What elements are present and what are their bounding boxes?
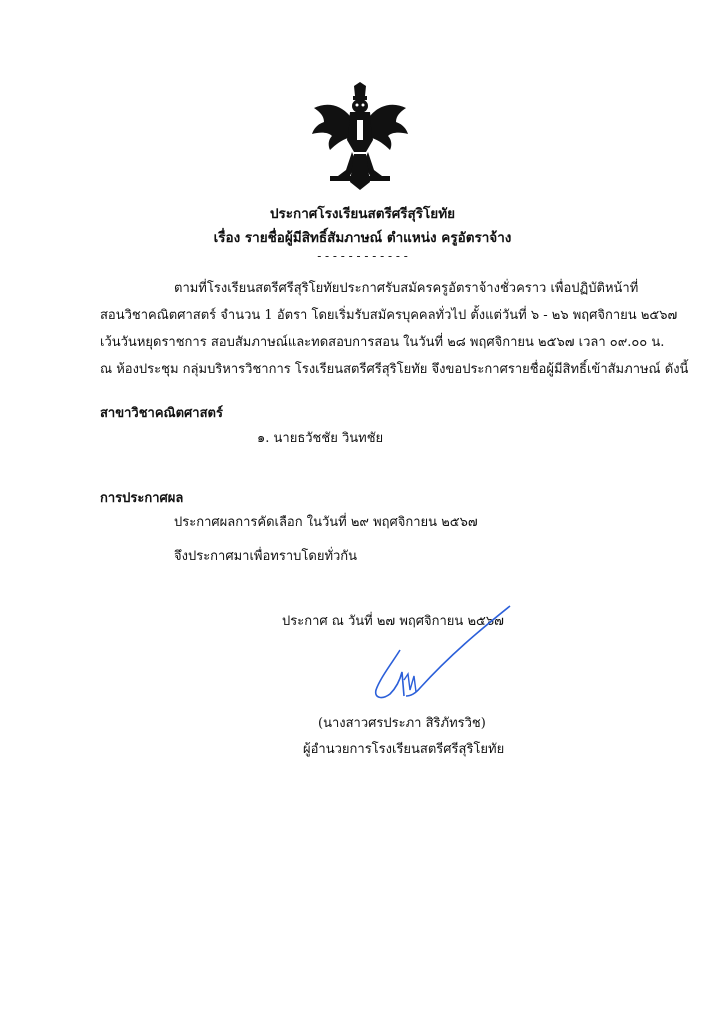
body-line-3: เว้นวันหยุดราชการ สอบสัมภาษณ์และทดสอบการสอน ในวันที่ ๒๘ พฤศจิกายน ๒๕๖๗ เวลา ๐๙.๐๐ น. [100, 335, 665, 350]
body-line-4: ณ ห้องประชุม กลุ่มบริหารวิชาการ โรงเรียนสตรีศรีสุริโยทัย จึงขอประกาศรายชื่อผู้มีสิทธิ์เข้าสัมภาษณ์ ดังนี้ [100, 362, 689, 377]
body-line-2: สอนวิชาคณิตศาสตร์ จำนวน 1 อัตรา โดยเริ่มรับสมัครบุคคลทั่วไป ตั้งแต่วันที่ ๖ - ๒๖ พฤศจิกายน ๒๕๖๗ [100, 308, 678, 323]
announcement-subject: เรื่อง รายชื่อผู้มีสิทธิ์สัมภาษณ์ ตำแหน่ง ครูอัตราจ้าง [213, 230, 512, 246]
candidate-name: ๑. นายธวัชชัย วินทชัย [257, 431, 384, 446]
garuda-emblem-icon [310, 82, 410, 194]
result-text: ประกาศผลการคัดเลือก ในวันที่ ๒๙ พฤศจิกายน ๒๕๖๗ [174, 515, 478, 530]
body-line-1: ตามที่โรงเรียนสตรีศรีสุริโยทัยประกาศรับสมัครครูอัตราจ้างชั่วคราว เพื่อปฏิบัติหน้าที่ [174, 281, 639, 296]
signature-icon [360, 600, 520, 710]
signer-name: (นางสาวศรประภา สิริภัทรวิช) [318, 716, 486, 731]
announcement-date: ประกาศ ณ วันที่ ๒๗ พฤศจิกายน ๒๕๖๗ [282, 614, 504, 629]
signer-position: ผู้อำนวยการโรงเรียนสตรีศรีสุริโยทัย [303, 742, 505, 757]
result-heading: การประกาศผล [100, 491, 184, 506]
section-heading: สาขาวิชาคณิตศาสตร์ [100, 406, 223, 421]
closing-text: จึงประกาศมาเพื่อทราบโดยทั่วกัน [174, 549, 358, 564]
announcement-heading: ประกาศโรงเรียนสตรีศรีสุริโยทัย [269, 206, 456, 222]
separator: - - - - - - - - - - - - [317, 249, 408, 263]
